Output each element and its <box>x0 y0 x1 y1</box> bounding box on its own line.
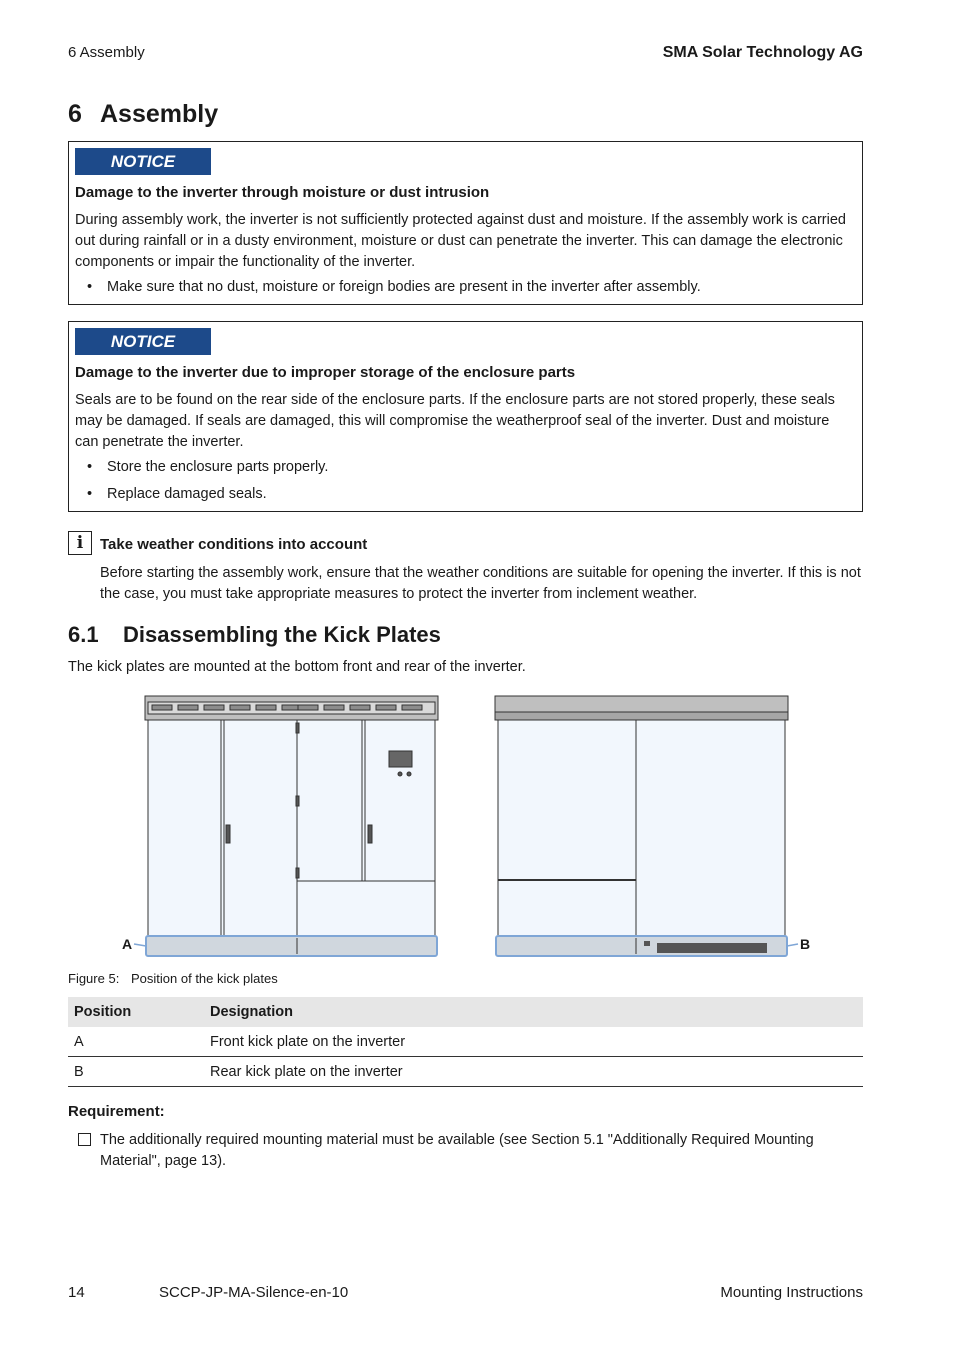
notice-box-moisture <box>68 141 863 305</box>
section-heading <box>68 622 441 648</box>
requirement-item: The additionally required mounting material must be available (see Section 5.1 "Additionally Required Mounting Material", page 13). <box>100 1132 814 1169</box>
footer-page-number: 14 <box>68 1284 85 1301</box>
figure-caption <box>68 971 278 986</box>
figure-caption-label: Figure 5: <box>68 971 120 986</box>
notice-body: Seals are to be found on the rear side of the enclosure parts. If the enclosure parts are not stored properly, these seals may be damaged. If seals are damaged, this will compromise the weatherproof seal of the inverter. Dust and moisture can penetrate the inverter. <box>75 392 835 450</box>
inverter-rear-view <box>495 696 788 956</box>
notice-tag: NOTICE <box>75 148 211 175</box>
notice-tag: NOTICE <box>75 328 211 355</box>
notice-bullet: • Make sure that no dust, moisture or foreign bodies are present in the inverter after assembly. <box>87 279 701 295</box>
notice-bullet-text: Replace damaged seals. <box>107 486 267 502</box>
requirement-checkbox <box>78 1133 91 1146</box>
notice-bullet: • Replace damaged seals. <box>87 486 267 502</box>
front-kick-plate <box>146 936 437 956</box>
figure-label-b: B <box>800 936 811 952</box>
header-company: SMA Solar Technology AG <box>662 44 863 61</box>
notice-box-storage <box>68 321 863 512</box>
table-cell: Rear kick plate on the inverter <box>204 1057 863 1087</box>
table-cell: B <box>68 1057 204 1087</box>
table-cell: A <box>68 1027 204 1057</box>
figure-label-a: A <box>122 936 133 952</box>
section-intro: The kick plates are mounted at the bottom front and rear of the inverter. <box>68 659 526 675</box>
notice-title: Damage to the inverter through moisture or dust intrusion <box>75 184 490 201</box>
footer-doc-type: Mounting Instructions <box>720 1284 863 1301</box>
chapter-number: 6 <box>68 100 82 128</box>
requirement-title: Requirement: <box>68 1103 165 1120</box>
figure-caption-text: Position of the kick plates <box>131 971 278 986</box>
info-body: Before starting the assembly work, ensure that the weather conditions are suitable for opening the inverter. If this is not the case, you must take appropriate measures to protect the inverter from inclement weather. <box>100 565 861 602</box>
chapter-title: Assembly <box>100 100 219 128</box>
notice-title: Damage to the inverter due to improper storage of the enclosure parts <box>75 364 576 381</box>
table-header-row <box>68 997 863 1027</box>
notice-body: During assembly work, the inverter is not sufficiently protected against dust and moisture. If the assembly work is carried out during rainfall or in a dusty environment, moisture or dust can penetrate the inverter. This can damage the electronic components or impair the functionality of the inverter. <box>75 212 846 270</box>
table-cell: Front kick plate on the inverter <box>204 1027 863 1057</box>
inverter-front-view <box>145 696 438 956</box>
header-chapter: 6 Assembly <box>68 44 145 61</box>
table-header-position: Position <box>68 997 204 1027</box>
notice-bullet-text: Store the enclosure parts properly. <box>107 459 329 475</box>
info-title: Take weather conditions into account <box>100 536 368 553</box>
table-row <box>68 1057 863 1087</box>
chapter-heading <box>68 100 218 129</box>
notice-bullet: • Store the enclosure parts properly. <box>87 459 329 475</box>
footer-doc-id: SCCP-JP-MA-Silence-en-10 <box>159 1284 349 1301</box>
table-header-designation: Designation <box>204 997 863 1027</box>
table-row <box>68 1027 863 1057</box>
info-icon: i <box>68 531 92 555</box>
section-number: 6.1 <box>68 622 99 647</box>
position-table <box>68 997 863 1087</box>
section-title: Disassembling the Kick Plates <box>123 622 441 647</box>
notice-bullet-text: Make sure that no dust, moisture or foreign bodies are present in the inverter after assembly. <box>107 279 701 295</box>
kick-plate-figure <box>110 690 830 965</box>
